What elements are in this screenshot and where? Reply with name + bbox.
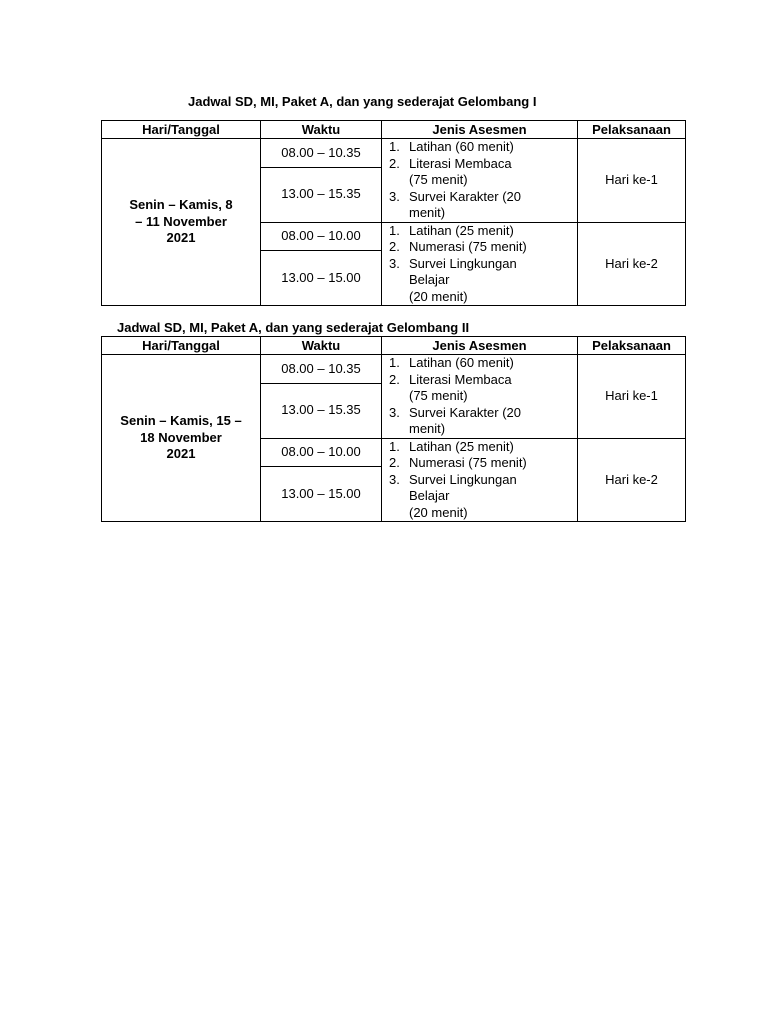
item-line: Survei Karakter (20 [409, 404, 521, 420]
day-cell [102, 355, 261, 522]
item-text [409, 156, 575, 189]
list-item [389, 139, 575, 156]
header-waktu: Waktu [261, 121, 382, 139]
item-line: Literasi Membaca [409, 155, 512, 171]
list-item [389, 156, 575, 189]
assessment-cell [382, 222, 578, 306]
item-line: Latihan (60 menit) [409, 139, 514, 154]
table-header-row [102, 337, 686, 355]
implementation-cell: Hari ke-2 [578, 438, 686, 522]
list-item [389, 372, 575, 405]
time-cell: 08.00 – 10.35 [261, 139, 382, 168]
list-item [389, 439, 575, 456]
item-line: Numerasi (75 menit) [409, 239, 527, 254]
schedule-title-gelombang-1: Jadwal SD, MI, Paket A, dan yang sederajat Gelombang I [188, 94, 537, 109]
item-line: (20 menit) [409, 288, 468, 304]
time-cell: 08.00 – 10.35 [261, 355, 382, 384]
implementation-cell: Hari ke-1 [578, 139, 686, 223]
list-item [389, 455, 575, 472]
item-number: 2. [389, 239, 400, 254]
implementation-cell: Hari ke-1 [578, 355, 686, 439]
item-line: menit) [409, 205, 446, 220]
item-text [409, 189, 575, 222]
list-item [389, 256, 575, 306]
day-line: – 11 November [135, 213, 227, 229]
item-text [409, 439, 575, 456]
time-cell: 08.00 – 10.00 [261, 438, 382, 467]
day-line: 2021 [166, 446, 196, 462]
list-item [389, 405, 575, 438]
assessment-list [389, 223, 575, 306]
header-hari-tanggal: Hari/Tanggal [102, 121, 261, 139]
item-line: Latihan (25 menit) [409, 438, 514, 454]
item-line: (75 menit) [409, 172, 468, 187]
item-text [409, 455, 575, 472]
item-text [409, 139, 575, 156]
table-row [102, 355, 686, 384]
assessment-cell [382, 139, 578, 223]
header-pelaksanaan: Pelaksanaan [578, 121, 686, 139]
item-text [409, 355, 575, 372]
item-text [409, 223, 575, 240]
schedule-table-gelombang-2 [101, 336, 686, 522]
item-line: Numerasi (75 menit) [409, 455, 527, 470]
item-text [409, 372, 575, 405]
item-text [409, 256, 575, 306]
time-cell: 13.00 – 15.35 [261, 167, 382, 222]
item-number: 2. [389, 371, 400, 387]
table-row [102, 139, 686, 168]
list-item [389, 472, 575, 522]
schedule-title-gelombang-2: Jadwal SD, MI, Paket A, dan yang sederajat Gelombang II [117, 320, 470, 335]
item-number: 3. [389, 471, 400, 487]
item-number: 2. [389, 455, 400, 470]
item-number: 3. [389, 188, 400, 204]
item-line: Survei Karakter (20 [409, 188, 521, 204]
item-line: Belajar [409, 272, 450, 287]
assessment-list [389, 439, 575, 522]
item-line: (20 menit) [409, 504, 468, 520]
item-number: 1. [389, 355, 400, 370]
item-number: 3. [389, 404, 400, 420]
item-number: 3. [389, 255, 400, 271]
item-text [409, 472, 575, 522]
list-item [389, 355, 575, 372]
assessment-cell [382, 438, 578, 522]
item-text [409, 239, 575, 256]
item-line: (75 menit) [409, 388, 468, 403]
time-cell: 13.00 – 15.00 [261, 467, 382, 522]
header-hari-tanggal: Hari/Tanggal [102, 337, 261, 355]
item-line: Survei Lingkungan [409, 471, 517, 487]
day-line: Senin – Kamis, 8 [129, 197, 233, 213]
item-number: 1. [389, 139, 400, 154]
day-line: 18 November [140, 429, 222, 445]
list-item [389, 239, 575, 256]
list-item [389, 189, 575, 222]
assessment-list [389, 355, 575, 438]
item-number: 2. [389, 155, 400, 171]
assessment-cell [382, 355, 578, 439]
item-number: 1. [389, 222, 400, 238]
item-line: Literasi Membaca [409, 371, 512, 387]
day-line: 2021 [166, 230, 196, 246]
day-line: Senin – Kamis, 15 – [120, 413, 242, 429]
header-pelaksanaan: Pelaksanaan [578, 337, 686, 355]
item-line: menit) [409, 421, 446, 436]
schedule-table-gelombang-1 [101, 120, 686, 306]
time-cell: 13.00 – 15.35 [261, 383, 382, 438]
item-line: Latihan (60 menit) [409, 355, 514, 370]
item-text [409, 405, 575, 438]
item-line: Belajar [409, 488, 450, 503]
implementation-cell: Hari ke-2 [578, 222, 686, 306]
item-line: Survei Lingkungan [409, 255, 517, 271]
list-item [389, 223, 575, 240]
header-jenis-asesmen: Jenis Asesmen [382, 337, 578, 355]
time-cell: 08.00 – 10.00 [261, 222, 382, 251]
time-cell: 13.00 – 15.00 [261, 251, 382, 306]
header-waktu: Waktu [261, 337, 382, 355]
assessment-list [389, 139, 575, 222]
header-jenis-asesmen: Jenis Asesmen [382, 121, 578, 139]
item-line: Latihan (25 menit) [409, 222, 514, 238]
item-number: 1. [389, 438, 400, 454]
day-cell [102, 139, 261, 306]
table-header-row [102, 121, 686, 139]
